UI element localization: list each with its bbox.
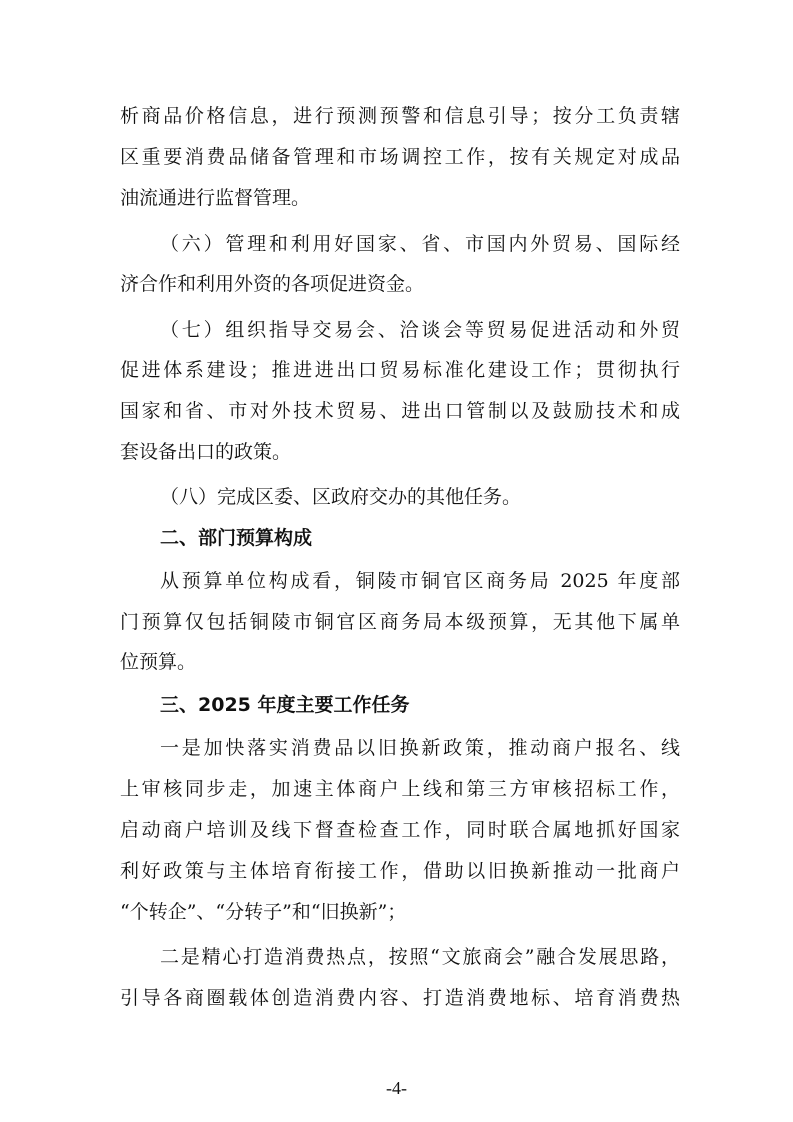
body-text-line: “个转企”、“分转子”和“旧换新”；: [120, 901, 407, 923]
body-text-line: 济合作和利用外资的各项促进资金。: [120, 273, 425, 295]
section-heading: 二、部门预算构成: [160, 527, 313, 549]
body-text-line: （八）完成区委、区政府交办的其他任务。: [160, 486, 522, 508]
body-text-line: （六）管理和利用好国家、省、市国内外贸易、国际经: [160, 233, 680, 255]
body-text-line: 从预算单位构成看，铜陵市铜官区商务局 2025 年度部: [160, 570, 680, 592]
section-heading: 三、2025 年度主要工作任务: [160, 694, 410, 716]
body-text-line: 利好政策与主体培育衔接工作，借助以旧换新推动一批商户: [120, 860, 680, 882]
body-text-line: 套设备出口的政策。: [120, 441, 292, 463]
body-text-line: 启动商户培训及线下督查检查工作，同时联合属地抓好国家: [120, 819, 680, 841]
body-text-line: 区重要消费品储备管理和市场调控工作，按有关规定对成品: [120, 146, 680, 168]
body-text-line: 上审核同步走，加速主体商户上线和第三方审核招标工作，: [120, 778, 680, 800]
body-text-line: 门预算仅包括铜陵市铜官区商务局本级预算，无其他下属单: [120, 611, 680, 633]
page-number: -4-: [386, 1078, 407, 1098]
body-text-line: 析商品价格信息，进行预测预警和信息引导；按分工负责辖: [120, 105, 680, 127]
body-text-line: 国家和省、市对外技术贸易、进出口管制以及鼓励技术和成: [120, 400, 680, 422]
body-text-line: 油流通进行监督管理。: [120, 187, 311, 209]
body-text-line: 位预算。: [120, 651, 197, 673]
body-text-line: 引导各商圈载体创造消费内容、打造消费地标、培育消费热: [120, 987, 680, 1009]
body-text-line: 促进体系建设；推进进出口贸易标准化建设工作；贯彻执行: [120, 359, 680, 381]
body-text-line: 二是精心打造消费热点，按照“文旅商会”融合发展思路，: [160, 946, 680, 968]
body-text-line: 一是加快落实消费品以旧换新政策，推动商户报名、线: [160, 737, 680, 759]
body-text-line: （七）组织指导交易会、洽谈会等贸易促进活动和外贸: [160, 319, 680, 341]
